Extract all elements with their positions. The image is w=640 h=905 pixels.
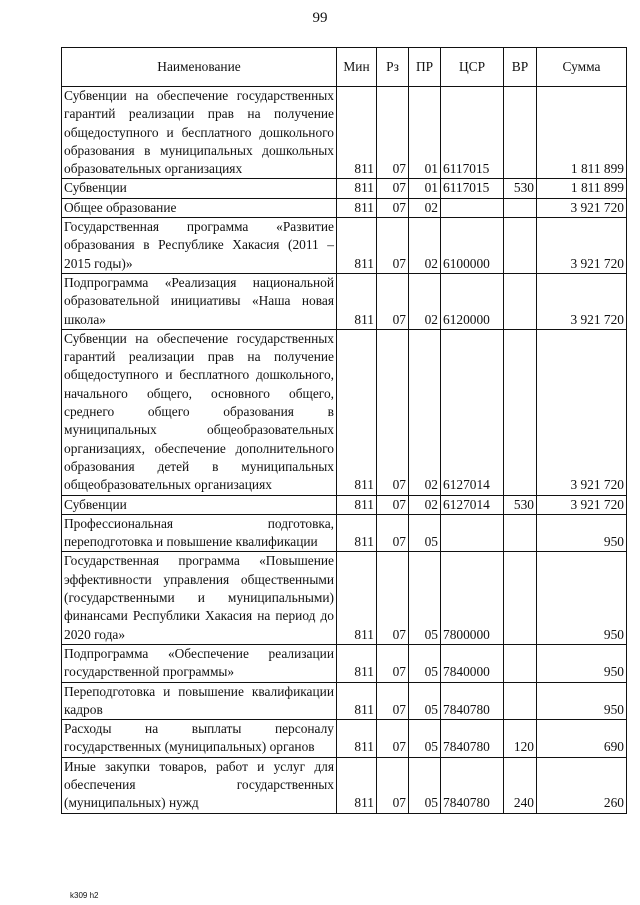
cell-csr: 7840780 — [441, 720, 504, 758]
cell-rz: 07 — [377, 329, 409, 495]
cell-name: Государственная программа «Развитие образования в Республике Хакасия (2011 – 2015 годы)» — [62, 218, 337, 274]
cell-vr — [504, 273, 537, 329]
cell-vr: 530 — [504, 179, 537, 198]
cell-csr — [441, 198, 504, 217]
table-row — [62, 682, 627, 720]
cell-vr: 120 — [504, 720, 537, 758]
cell-sum: 1 811 899 — [537, 179, 627, 198]
cell-pr: 05 — [409, 682, 441, 720]
table-row — [62, 179, 627, 198]
header-vr: ВР — [504, 48, 537, 87]
cell-csr: 6100000 — [441, 218, 504, 274]
cell-name: Переподготовка и повышение квалификации кадров — [62, 682, 337, 720]
page-number: 99 — [312, 10, 328, 26]
cell-pr: 02 — [409, 198, 441, 217]
cell-sum: 3 921 720 — [537, 495, 627, 514]
cell-min: 811 — [337, 757, 377, 813]
cell-rz: 07 — [377, 644, 409, 682]
cell-vr — [504, 218, 537, 274]
cell-pr: 02 — [409, 218, 441, 274]
table-row — [62, 329, 627, 495]
cell-min: 811 — [337, 514, 377, 552]
cell-sum: 950 — [537, 552, 627, 644]
cell-csr: 7840000 — [441, 644, 504, 682]
table-row — [62, 552, 627, 644]
cell-vr — [504, 682, 537, 720]
cell-rz: 07 — [377, 198, 409, 217]
cell-rz: 07 — [377, 273, 409, 329]
cell-name: Расходы на выплаты персоналу государственных (муниципальных) органов — [62, 720, 337, 758]
cell-pr: 05 — [409, 644, 441, 682]
table-row — [62, 514, 627, 552]
cell-min: 811 — [337, 329, 377, 495]
cell-csr: 6127014 — [441, 495, 504, 514]
cell-name: Подпрограмма «Реализация национальной образовательной инициативы «Наша новая школа» — [62, 273, 337, 329]
cell-vr — [504, 87, 537, 179]
table-row — [62, 495, 627, 514]
cell-name: Субвенции на обеспечение государственных гарантий реализации прав на получение общедоступного и бесплатного дошкольного, начального общего, основного общего, среднего общего образования в муниципальных общеобразовательных организациях, обеспечение дополнительного образования детей в муниципальных общеобразовательных организациях — [62, 329, 337, 495]
cell-csr: 6117015 — [441, 179, 504, 198]
cell-min: 811 — [337, 218, 377, 274]
cell-min: 811 — [337, 495, 377, 514]
table-row — [62, 757, 627, 813]
table-row — [62, 198, 627, 217]
header-name: Наименование — [62, 48, 337, 87]
cell-rz: 07 — [377, 179, 409, 198]
cell-csr: 6127014 — [441, 329, 504, 495]
table-row — [62, 87, 627, 179]
table-row — [62, 644, 627, 682]
cell-min: 811 — [337, 720, 377, 758]
cell-name: Иные закупки товаров, работ и услуг для обеспечения государственных (муниципальных) нужд — [62, 757, 337, 813]
cell-min: 811 — [337, 644, 377, 682]
cell-name: Профессиональная подготовка, переподготовка и повышение квалификации — [62, 514, 337, 552]
cell-sum: 950 — [537, 682, 627, 720]
cell-sum: 950 — [537, 514, 627, 552]
cell-sum: 260 — [537, 757, 627, 813]
budget-table — [61, 47, 627, 814]
header-csr: ЦСР — [441, 48, 504, 87]
cell-rz: 07 — [377, 87, 409, 179]
cell-pr: 05 — [409, 757, 441, 813]
cell-pr: 02 — [409, 495, 441, 514]
cell-sum: 1 811 899 — [537, 87, 627, 179]
cell-sum: 3 921 720 — [537, 218, 627, 274]
cell-pr: 05 — [409, 552, 441, 644]
cell-name: Субвенции — [62, 495, 337, 514]
cell-min: 811 — [337, 552, 377, 644]
cell-csr: 7840780 — [441, 682, 504, 720]
header-rz: Рз — [377, 48, 409, 87]
cell-rz: 07 — [377, 495, 409, 514]
header-min: Мин — [337, 48, 377, 87]
cell-name: Общее образование — [62, 198, 337, 217]
cell-vr — [504, 198, 537, 217]
cell-rz: 07 — [377, 720, 409, 758]
cell-rz: 07 — [377, 682, 409, 720]
cell-min: 811 — [337, 87, 377, 179]
cell-vr: 530 — [504, 495, 537, 514]
cell-pr: 05 — [409, 514, 441, 552]
header-pr: ПР — [409, 48, 441, 87]
cell-sum: 690 — [537, 720, 627, 758]
cell-rz: 07 — [377, 552, 409, 644]
cell-vr — [504, 329, 537, 495]
cell-rz: 07 — [377, 218, 409, 274]
cell-vr: 240 — [504, 757, 537, 813]
table-row — [62, 720, 627, 758]
cell-min: 811 — [337, 179, 377, 198]
cell-csr: 6120000 — [441, 273, 504, 329]
cell-pr: 02 — [409, 273, 441, 329]
cell-pr: 01 — [409, 87, 441, 179]
cell-name: Подпрограмма «Обеспечение реализации государственной программы» — [62, 644, 337, 682]
cell-csr: 7840780 — [441, 757, 504, 813]
table-header-row — [62, 48, 627, 87]
cell-csr — [441, 514, 504, 552]
cell-sum: 950 — [537, 644, 627, 682]
cell-name: Субвенции — [62, 179, 337, 198]
cell-rz: 07 — [377, 757, 409, 813]
cell-sum: 3 921 720 — [537, 198, 627, 217]
cell-min: 811 — [337, 273, 377, 329]
table-row — [62, 218, 627, 274]
cell-pr: 05 — [409, 720, 441, 758]
cell-name: Государственная программа «Повышение эффективности управления общественными (государственными и муниципальными) финансами Республики Хакасия на период до 2020 года» — [62, 552, 337, 644]
cell-csr: 7800000 — [441, 552, 504, 644]
cell-sum: 3 921 720 — [537, 329, 627, 495]
cell-csr: 6117015 — [441, 87, 504, 179]
table-row — [62, 273, 627, 329]
cell-pr: 02 — [409, 329, 441, 495]
cell-pr: 01 — [409, 179, 441, 198]
cell-vr — [504, 514, 537, 552]
footer-code: k309 h2 — [70, 891, 99, 900]
cell-vr — [504, 644, 537, 682]
cell-sum: 3 921 720 — [537, 273, 627, 329]
cell-min: 811 — [337, 682, 377, 720]
header-sum: Сумма — [537, 48, 627, 87]
cell-min: 811 — [337, 198, 377, 217]
cell-rz: 07 — [377, 514, 409, 552]
cell-name: Субвенции на обеспечение государственных гарантий реализации прав на получение общедоступного и бесплатного дошкольного образования в муниципальных дошкольных образовательных организациях — [62, 87, 337, 179]
cell-vr — [504, 552, 537, 644]
